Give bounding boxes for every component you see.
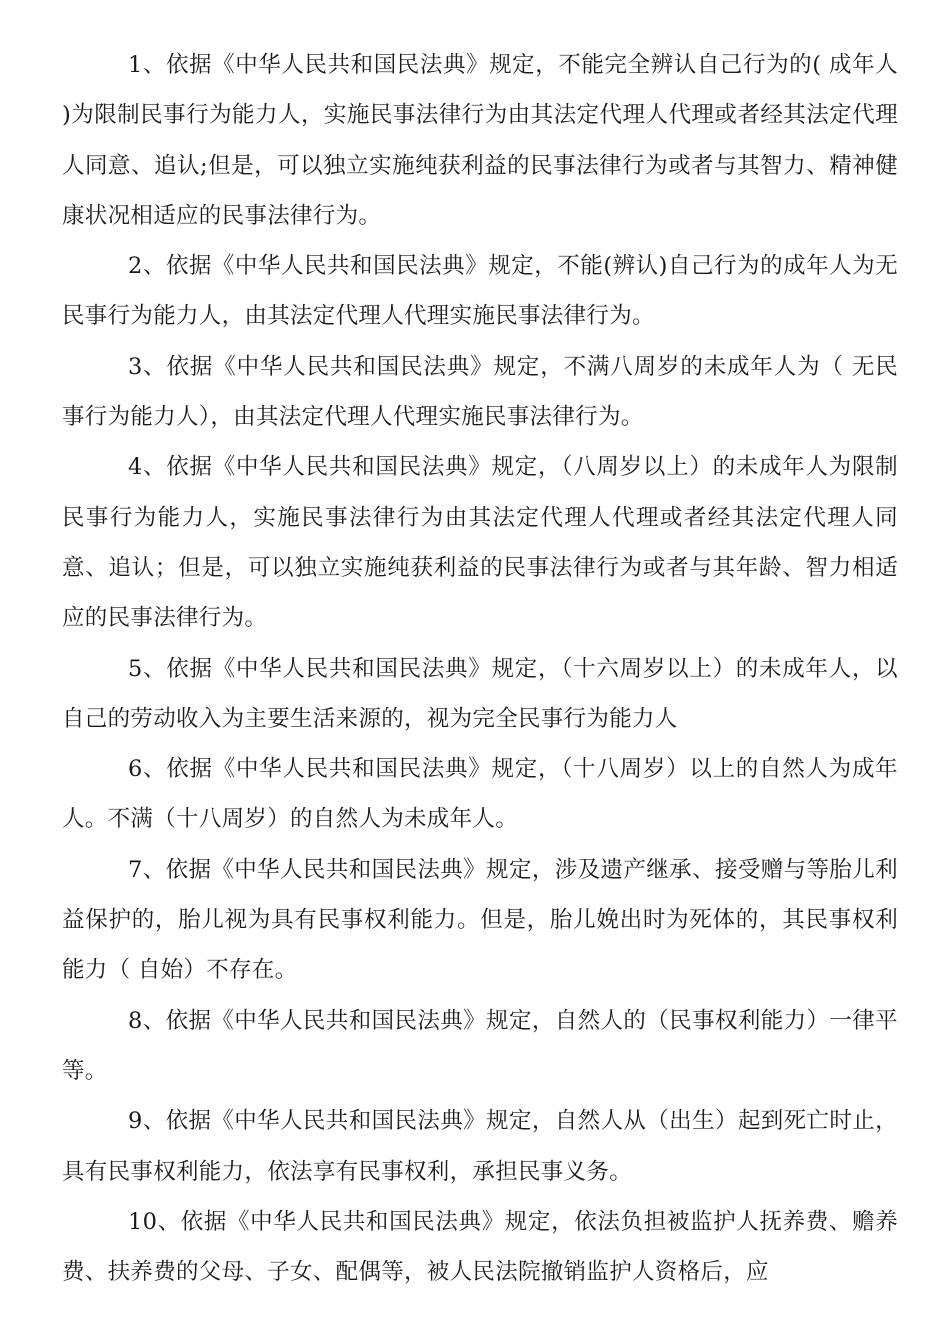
- question-10: 10、依据《中华人民共和国民法典》规定，依法负担被监护人抚养费、赡养费、扶养费的父母、子女、配偶等，被人民法院撤销监护人资格后，应: [62, 1208, 898, 1286]
- question-6: 6、依据《中华人民共和国民法典》规定，（十八周岁）以上的自然人为成年人。不满（十八周岁）的自然人为未成年人。: [62, 756, 898, 833]
- question-3: 3、依据《中华人民共和国民法典》规定，不满八周岁的未成年人为（ 无民事行为能力人），由其法定代理人代理实施民事法律行为。: [62, 353, 898, 431]
- question-8: 8、依据《中华人民共和国民法典》规定，自然人的（民事权利能力）一律平等。: [62, 1007, 898, 1084]
- question-9: 9、依据《中华人民共和国民法典》规定，自然人从（出生）起到死亡时止，具有民事权利能力，依法享有民事权利，承担民事义务。: [62, 1108, 898, 1185]
- document-body: [62, 40, 898, 1297]
- question-4: 4、依据《中华人民共和国民法典》规定，（八周岁以上）的未成年人为限制民事行为能力人，实施民事法律行为由其法定代理人代理或者经其法定代理人同意、追认；但是，可以独立实施纯获利益的民事法律行为或者与其年龄、智力相适应的民事法律行为。: [62, 454, 898, 632]
- question-2: 2、依据《中华人民共和国民法典》规定，不能(辨认)自己行为的成年人为无民事行为能力人，由其法定代理人代理实施民事法律行为。: [62, 253, 898, 330]
- question-5: 5、依据《中华人民共和国民法典》规定，（十六周岁以上）的未成年人，以自己的劳动收入为主要生活来源的，视为完全民事行为能力人: [62, 655, 898, 732]
- question-1: 1、依据《中华人民共和国民法典》规定，不能完全辨认自己行为的( 成年人 )为限制民事行为能力人，实施民事法律行为由其法定代理人代理或者经其法定代理人同意、追认;但是，可以独立实施纯获利益的民事法律行为或者与其智力、精神健康状况相适应的民事法律行为。: [62, 52, 898, 229]
- question-7: 7、依据《中华人民共和国民法典》规定，涉及遗产继承、接受赠与等胎儿利益保护的，胎儿视为具有民事权利能力。但是，胎儿娩出时为死体的，其民事权利能力（ 自始）不存在。: [62, 856, 898, 984]
